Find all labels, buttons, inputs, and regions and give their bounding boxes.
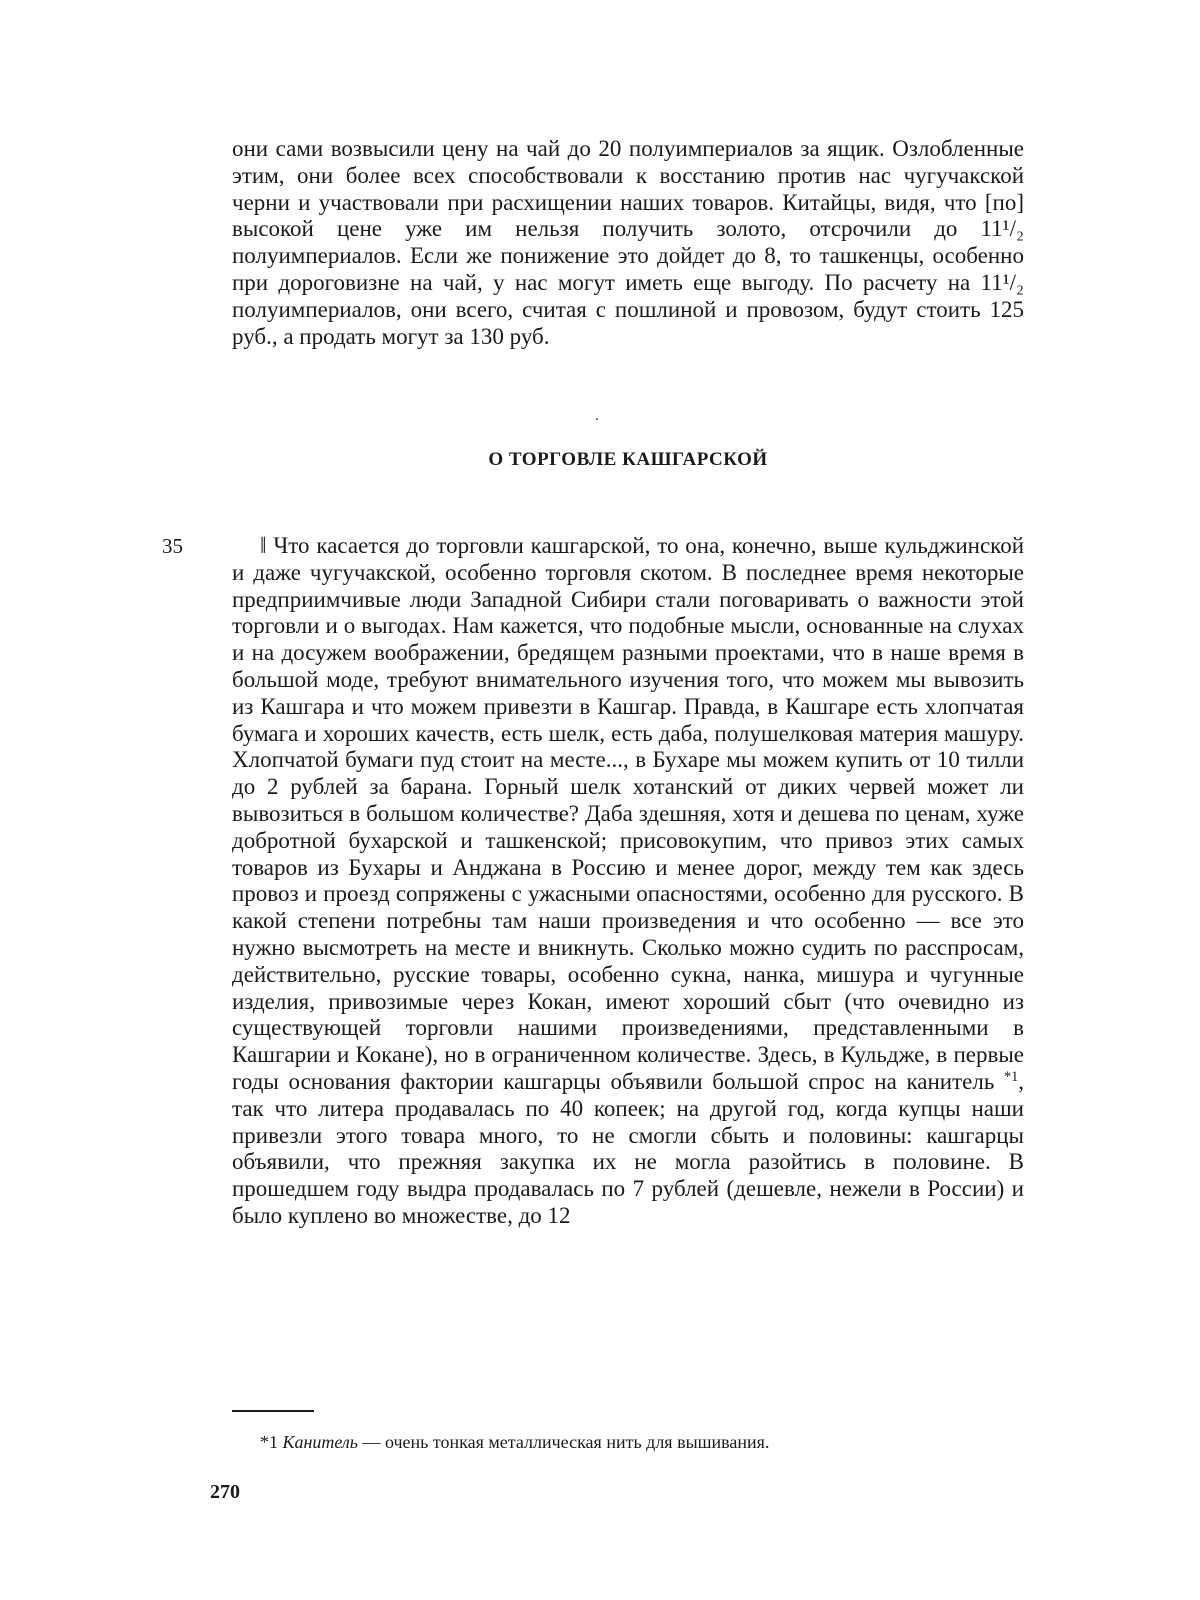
page-number: 270 [210,1481,240,1503]
line-number: 35 [162,534,183,558]
paragraph-tea-prices [232,136,1024,350]
footnote-marker: *1 [260,1432,278,1452]
footnote-reference[interactable]: *1 [1004,1069,1019,1086]
footnote-text: — очень тонкая металлическая нить для вышивания. [357,1432,770,1452]
section-heading: О ТОРГОВЛЕ КАШГАРСКОЙ [488,449,768,470]
paragraph-text-part1: ‖ Что касается до торговли кашгарской, то она, конечно, выше кульджинской и даже чугучакской, особенно торговля скотом. В последнее время некоторые предприимчивые люди Западной Сибири стали поговаривать о важности этой торговли и о выгодах. Нам кажется, что подобные мысли, основанные на слухах и на досужем воображении, бредящем разными проектами, что в наше время в большой моде, требуют внимательного изучения того, что можем мы вывозить из Кашгара и что можем привезти в Кашгар. Правда, в Кашгаре есть хлопчатая бумага и хороших качеств, есть шелк, есть даба, полушелковая материя машуру. Хлопчатой бумаги пуд стоит на месте..., в Бухаре мы можем купить от 10 тилли до 2 рублей за барана. Горный шелк хотанский от диких червей может ли вывозиться в большом количестве? Даба здешняя, хотя и дешева по ценам, хуже добротной бухарской и ташкенской; присовокупим, что привоз этих самых товаров из Бухары и Анджана в Россию и менее дорог, между тем как здесь провоз и проезд сопряжены с ужасными опасностями, особенно для русского. В какой степени потребны там наши произведения и что особенно — все это нужно высмотреть на месте и вникнуть. Сколько можно судить по расспросам, действительно, русские товары, особенно сукна, нанка, мишура и чугунные изделия, привозимые через Кокан, имеют хороший сбыт (что очевидно из существующей торговли нашими произведениями, представленными в Кашгарии и Кокане), но в ограниченном количестве. Здесь, в Кульдже, в первые годы основания фактории кашгарцы объявили большой спрос на канитель [232,533,1024,1094]
paragraph-text: они сами возвысили цену на чай до 20 полуимпериалов за ящик. Озлобленные этим, они более всех способствовали к восстанию против нас чугучакской черни и участвовали при расхищении наших товаров. Китайцы, видя, что [по] высокой цене уже им нельзя получить золото, отсрочили до 11¹/₂ полуимпериалов. Если же понижение это дойдет до 8, то ташкенцы, особенно при дороговизне на чай, у нас могут иметь еще выгоду. По расчету на 11¹/₂ полуимпериалов, они всего, считая с пошлиной и провозом, будут стоить 125 руб., а продать могут за 130 руб. [232,136,1024,349]
paragraph-kashgar-trade [232,533,1024,1230]
scan-speck [596,418,598,420]
footnote [260,1431,1024,1453]
footnote-divider [232,1410,314,1412]
footnote-term: Канитель [282,1432,358,1452]
paragraph-text-part2: , так что литера продавалась по 40 копеек; на другой год, когда купцы наши привезли этого товара много, то не смогли сбыть и половины: кашгарцы объявили, что прежняя закупка их не могла разойтись в половине. В прошедшем году выдра продавалась по 7 рублей (дешевле, нежели в России) и было куплено во множестве, до 12 [232,1068,1024,1228]
